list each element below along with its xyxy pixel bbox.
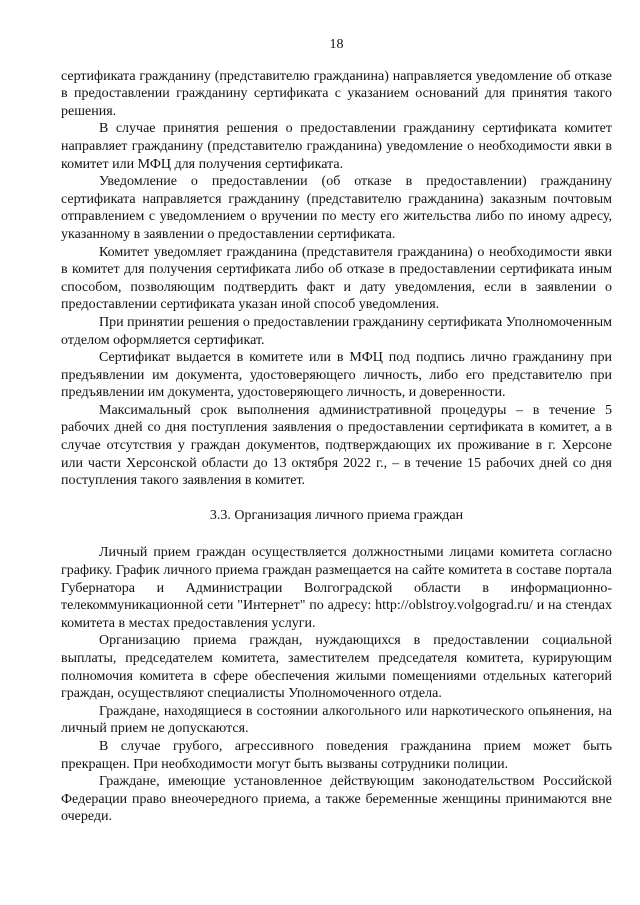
paragraph: Уведомление о предоставлении (об отказе в предоставлении) гражданину сертификата направляется гражданину (представителю гражданина) заказным почтовым отправлением с уведомлением о вручении по месту его жительства либо по иному адресу, указанному в заявлении о предоставлении сертификата.	[61, 174, 612, 242]
paragraph: При принятии решения о предоставлении гражданину сертификата Уполномоченным отделом оформляется сертификат.	[61, 314, 612, 348]
paragraph-continuation: сертификата гражданину (представителю гражданина) направляется уведомление об отказе в предоставлении гражданину сертификата с указанием оснований для принятия такого решения.	[61, 68, 612, 119]
paragraph: Личный прием граждан осуществляется должностными лицами комитета согласно графику. График личного приема граждан размещается на сайте комитета в составе портала Губернатора и Администрации Волгоградской области в информационно-телекоммуникационной сети "Интернет" по адресу: http://oblstroy.volgograd.ru/ и на стендах комитета в местах предоставления услуги.	[61, 545, 612, 631]
paragraph: Граждане, имеющие установленное действующим законодательством Российской Федерации право внеочередного приема, а также беременные женщины принимаются вне очереди.	[61, 774, 612, 825]
paragraph: В случае принятия решения о предоставлении гражданину сертификата комитет направляет гражданину (представителю гражданина) уведомление о необходимости явки в комитет или МФЦ для получения сертификата.	[61, 121, 612, 172]
paragraph-block-1	[61, 68, 612, 490]
paragraph: Организацию приема граждан, нуждающихся в предоставлении социальной выплаты, председателем комитета, заместителем председателя комитета, курирующим полномочия комитета в сфере обеспечения жилыми помещениями отдельных категорий граждан, осуществляют специалисты Уполномоченного отдела.	[61, 633, 612, 702]
paragraph: Комитет уведомляет гражданина (представителя гражданина) о необходимости явки в комитет для получения сертификата либо об отказе в предоставлении сертификата иным способом, позволяющим подтвердить факт и дату уведомления, если в заявлении о предоставлении сертификата указан иной способ уведомления.	[61, 244, 612, 313]
paragraph-block-2	[61, 544, 612, 826]
paragraph: Граждане, находящиеся в состоянии алкогольного или наркотического опьянения, на личный прием не допускаются.	[61, 703, 612, 737]
paragraph: Сертификат выдается в комитете или в МФЦ под подпись лично гражданину при предъявлении им документа, удостоверяющего личность, либо его представителю при предъявлении им документа, удостоверяющего личность, и доверенности.	[61, 350, 612, 401]
paragraph: В случае грубого, агрессивного поведения гражданина прием может быть прекращен. При необходимости могут быть вызваны сотрудники полиции.	[61, 738, 612, 772]
paragraph: Максимальный срок выполнения административной процедуры – в течение 5 рабочих дней со дня поступления заявления о предоставлении сертификата в комитет, а в случае отсутствия у граждан документов, подтверждающих их проживание в г. Херсоне или части Херсонской области до 13 октября 2022 г., – в течение 15 рабочих дней со дня поступления такого заявления в комитет.	[61, 402, 612, 489]
section-heading: 3.3. Организация личного приема граждан	[209, 507, 464, 523]
page-number: 18	[329, 37, 344, 52]
